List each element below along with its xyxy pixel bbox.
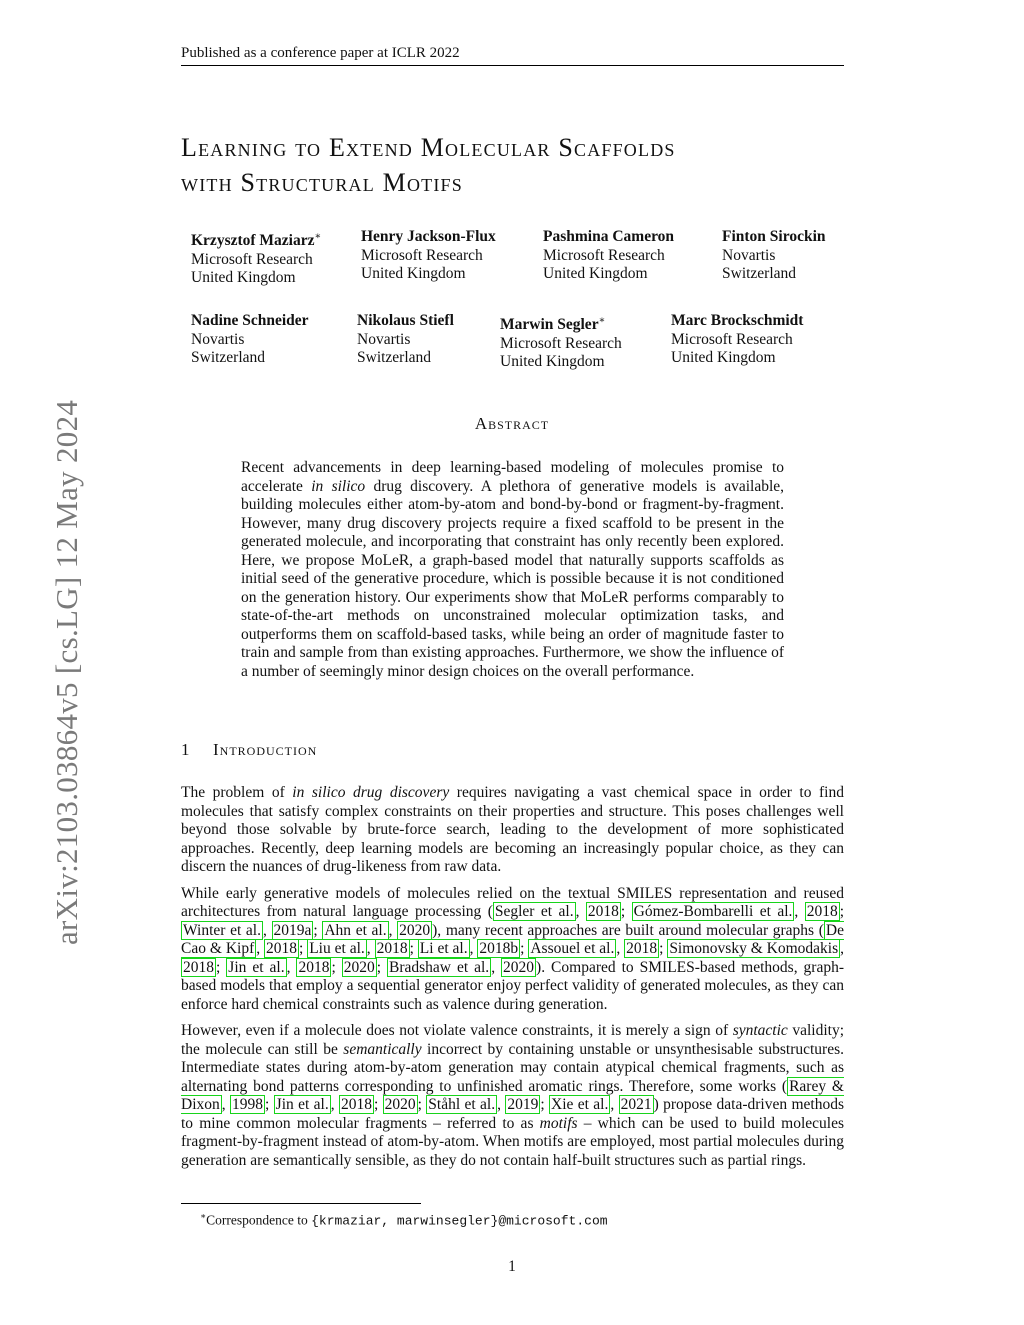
text-run: ; (376, 958, 387, 976)
text-run: However, even if a molecule does not violate valence constraints, it is merely a sign of (181, 1022, 733, 1039)
text-run: , (469, 940, 478, 957)
citation-link[interactable]: Assouel et al. (530, 940, 615, 957)
author-name: Henry Jackson-Flux (361, 228, 496, 245)
citation-link[interactable]: Bradshaw et al. (389, 958, 490, 976)
author (722, 228, 826, 284)
text-run: While early generative models of molecules relied on the textual SMILES representation and reused architectures from natural language processing ( (181, 884, 844, 920)
author-country: United Kingdom (671, 349, 776, 366)
text-run: , (497, 1096, 506, 1113)
citation-link[interactable]: Xie et al. (551, 1096, 609, 1113)
text-run: ) propose data-driven methods to mine common molecular fragments – referred to as (181, 1096, 844, 1132)
author (357, 312, 454, 368)
text-run: ; (313, 921, 323, 939)
citation-link[interactable]: Li et al. (419, 940, 468, 957)
citation-link[interactable]: 2020 (343, 958, 375, 976)
citation-link[interactable]: Winter et al. (183, 921, 261, 939)
citation-link[interactable]: 2018 (266, 940, 298, 957)
author-name: Marc Brockschmidt (671, 312, 804, 329)
emphasis: semantically (343, 1040, 422, 1058)
author-affiliation: Microsoft Research (191, 250, 313, 268)
citation-link[interactable]: Ståhl et al. (428, 1096, 496, 1113)
citation-link[interactable]: Ahn et al. (324, 921, 387, 939)
text-run: requires navigating a vast chemical space in order to find molecules that satisfy complex constraints on their properties and structure. This poses challenges well beyond those solvable by brute-force search, leading to the development of more sophisticated approaches. Recently, deep learning models are becoming an increasingly popular choice, as they can discern the nuances of drug-likeness from raw data. (181, 784, 844, 875)
text-run: incorrect by containing unstable or unsynthesisable substructures. Intermediate states during atom-by-atom generation may contain atypical chemical fragments, such as alternating bond patterns corresponding to unfinished aromatic rings. Therefore, some works ( (181, 1040, 845, 1095)
page-number: 1 (508, 1258, 516, 1275)
author-affiliation: Microsoft Research (543, 246, 665, 264)
text-run: ; (409, 940, 418, 957)
text-run: ; (417, 1096, 427, 1113)
text-run: ; (540, 1096, 550, 1113)
text-run: , (256, 940, 265, 957)
citation-link[interactable]: Jin et al. (228, 958, 285, 976)
text-run: ; (620, 903, 632, 920)
citation-link[interactable]: Segler et al. (494, 903, 574, 920)
footnote (200, 1208, 608, 1230)
text-run: , (840, 940, 845, 957)
emphasis: motifs (539, 1114, 578, 1132)
text-run: ; (373, 1096, 383, 1113)
citation-link[interactable]: Liu et al. (309, 940, 365, 957)
text-run: , (616, 940, 625, 957)
title-line-1: Learning to Extend Molecular Scaffolds (181, 133, 676, 162)
author-affiliation: Microsoft Research (500, 334, 622, 352)
author (191, 228, 321, 288)
footnote-divider (181, 1203, 421, 1204)
author (543, 228, 674, 284)
citation-link[interactable]: Simonovsky & Komodakis (669, 940, 839, 957)
citation-link[interactable]: 2019 (507, 1096, 539, 1113)
abstract-text-part: drug discovery. A plethora of generative models is available, building molecules either atom-by-atom and bond-by-bond or fragment-by-fragment. However, many drug discovery projects require a fixed scaffold to be present in the generated molecule, and incorporating that constraint has only recently been explored. Here, we propose MoLeR, a graph-based model that naturally supports scaffolds as initial seed of the generative procedure, which is possible because it is not conditioned on the generation history. Our experiments show that MoLeR performs comparably to state-of-the-art methods on unconstrained molecular optimization tasks, and outperforms them on scaffold-based tasks, while being an order of magnitude faster to train and sample from than existing approaches. Furthermore, we show the influence of a number of seemingly minor design choices on the overall performance. (241, 477, 785, 680)
paper-title (181, 130, 844, 200)
section-heading (181, 740, 844, 760)
author-affiliation: Microsoft Research (671, 330, 793, 348)
author (500, 312, 622, 372)
text-run: validity; the molecule can still be (181, 1022, 844, 1058)
text-run: ; (331, 958, 342, 976)
citation-link[interactable]: 2018b (479, 940, 519, 957)
paragraph (181, 1022, 844, 1170)
author-name: Finton Sirockin (722, 228, 826, 245)
citation-link[interactable]: 2018 (806, 903, 838, 920)
author-name: Nadine Schneider (191, 312, 309, 329)
text-run: ). Compared to SMILES-based methods, graph-based models that employ a sequential generator enjoy perfect validity of generated molecules, as they can enforce hard chemical constraints such as valence during generation. (181, 958, 845, 1013)
citation-link[interactable]: 2018 (626, 940, 658, 957)
author (671, 312, 803, 368)
citation-link[interactable]: 2020 (503, 958, 535, 976)
author-country: Switzerland (357, 349, 432, 366)
abstract-text (241, 459, 784, 681)
text-run: , (366, 940, 375, 957)
author-affiliation: Novartis (722, 246, 776, 264)
citation-link[interactable]: 2018 (587, 903, 619, 920)
citation-link[interactable]: 2021 (620, 1096, 652, 1113)
author-affiliation: Novartis (191, 330, 245, 348)
text-run: ; (216, 958, 227, 976)
paragraph (181, 784, 844, 877)
text-run: , (330, 1096, 339, 1113)
author-affiliation: Novartis (357, 330, 411, 348)
text-run: , (491, 958, 502, 976)
citation-link[interactable]: 2018 (183, 958, 214, 976)
author-country: United Kingdom (500, 353, 605, 371)
author-country: United Kingdom (191, 269, 296, 287)
citation-link[interactable]: 2018 (376, 940, 408, 957)
text-run: ; (299, 940, 308, 957)
citation-link[interactable]: 2020 (384, 1096, 416, 1113)
running-header: Published as a conference paper at ICLR 2022 (181, 44, 844, 66)
text-run: The problem of (181, 784, 293, 801)
introduction-body (181, 784, 844, 1178)
citation-link[interactable]: 2018 (298, 958, 330, 976)
text-run: , (794, 903, 805, 920)
text-run: , (221, 1096, 230, 1113)
text-run: , (610, 1096, 619, 1113)
abstract-heading: Abstract (474, 414, 550, 433)
text-run: ; (520, 940, 529, 957)
correspondence-mark: ∗ (314, 231, 322, 242)
citation-link[interactable]: 1998 (231, 1096, 263, 1113)
emphasis: in silico drug discovery (292, 784, 450, 801)
author-name: Marwin Segler (500, 316, 599, 334)
author-affiliation: Microsoft Research (361, 246, 483, 264)
abstract-emphasis: in silico (311, 477, 366, 495)
citation-link[interactable]: 2020 (399, 921, 431, 939)
emphasis: syntactic (732, 1022, 788, 1039)
text-run: ; (659, 940, 668, 957)
text-run: ; (839, 903, 845, 920)
text-run: , (286, 958, 297, 976)
text-run: – which can be used to build molecules fragment-by-fragment instead of atom-by-atom. When motifs are employed, most partial molecules during generation are semantically sensible, as they do not contain half-built structures such as partial rings. (181, 1114, 844, 1169)
correspondence-email[interactable]: {krmaziar, marwinsegler}@microsoft.com (311, 1213, 608, 1229)
text-run: , (262, 921, 272, 939)
author-name: Pashmina Cameron (543, 228, 675, 245)
title-line-2: with Structural Motifs (181, 168, 463, 197)
citation-link[interactable]: De Cao & Kipf (181, 921, 844, 957)
author-country: United Kingdom (543, 265, 648, 282)
author-country: Switzerland (722, 265, 797, 282)
citation-link[interactable]: Jin et al. (275, 1096, 329, 1113)
citation-link[interactable]: Gómez-Bombarelli et al. (633, 903, 793, 920)
citation-link[interactable]: 2019a (273, 921, 312, 939)
section-title: Introduction (213, 740, 318, 759)
section-number: 1 (181, 740, 191, 759)
author (191, 312, 309, 368)
arxiv-identifier[interactable]: arXiv:2103.03864v5 [cs.LG] 12 May 2024 (49, 399, 84, 945)
author-name: Nikolaus Stiefl (357, 312, 454, 329)
footnote-text: Correspondence to (206, 1212, 312, 1228)
abstract-text-part: Recent advancements in deep learning-based modeling of molecules promise to accelerate (241, 459, 784, 495)
author-country: Switzerland (191, 349, 266, 366)
author-name: Krzysztof Maziarz (191, 232, 315, 250)
text-run: , (388, 921, 398, 939)
citation-link[interactable]: Rarey & Dixon (181, 1077, 844, 1113)
paragraph: While early generative models of molecules relied on the textual SMILES representation and reused architectures from natural language processing ( Segler et al. , 2018 ; Gómez-Bombarelli et al. , 2018 ; Winter et al. , 2019a ; Ahn et al. , 2020 ), many recent approaches are built around molecular graphs ( De Cao & Kipf , 2018 ; Liu et al. , 2018 ; Li et al. , 2018b ; Assouel et al. , 2018 ; Simonovsky & Komodakis , 2018 ; Jin et al. , 2018 ; 2020 ; Bradshaw et al. , 2020 ). Compared to SMILES-based methods, graph-based models that employ a sequential generator enjoy perfect validity of generated molecules, as they can enforce hard chemical constraints such as valence during generation. (181, 884, 845, 1013)
citation-link[interactable]: 2018 (340, 1096, 372, 1113)
correspondence-mark: ∗ (598, 315, 606, 326)
author (361, 228, 496, 284)
text-run: ; (264, 1096, 274, 1113)
author-country: United Kingdom (361, 265, 466, 282)
text-run: ), many recent approaches are built around molecular graphs ( (432, 921, 824, 939)
footnote-mark: ∗ (200, 1211, 207, 1221)
